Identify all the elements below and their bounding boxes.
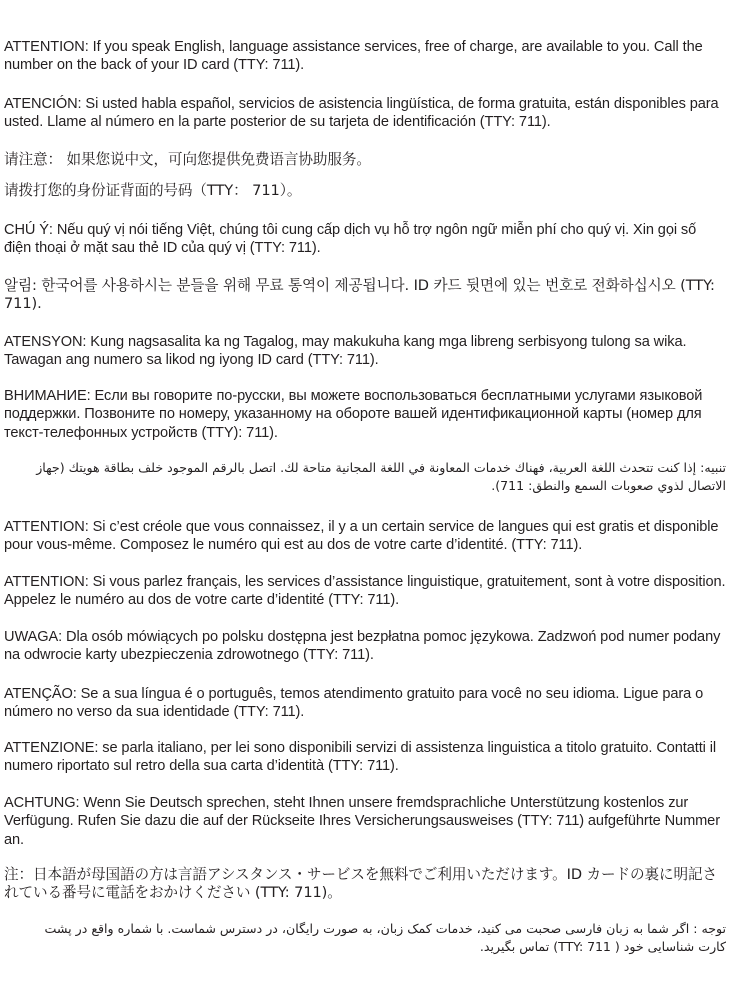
notice-portuguese: ATENÇÃO: Se a sua língua é o português, temos atendimento gratuito para você no seu idioma. Ligue para o número no verso da sua identidade (TTY: 711). bbox=[4, 685, 704, 721]
notice-polish: UWAGA: Dla osób mówiących po polsku dostępna jest bezpłatna pomoc językowa. Zadzwoń pod numer podany na odwrocie karty ubezpieczenia zdrowotnego (TTY: 711). bbox=[4, 628, 721, 664]
notice-french: ATTENTION: Si vous parlez français, les services d’assistance linguistique, gratuitement, sont à votre disposition. Appelez le numéro au dos de votre carte d’identité (TTY: 711). bbox=[4, 573, 726, 609]
notice-russian: ВНИМАНИЕ: Если вы говорите по-русски, вы можете воспользоваться бесплатными услугами языковой поддержки. Позвоните по номеру, указанному на обороте вашей идентификационной карты (номер для текст-телефонных устройств (TTY): 711). bbox=[4, 387, 703, 441]
notice-arabic: تنبيه: إذا كنت تتحدث اللغة العربية، فهناك خدمات المعاونة في اللغة المجانية متاحة لك. اتصل بالرقم الموجود خلف بطاقة هويتك (جهاز الاتصال لذوي صعوبات السمع والنطق: 711). bbox=[36, 459, 726, 494]
notice-italian: ATTENZIONE: se parla italiano, per lei sono disponibili servizi di assistenza linguistica a titolo gratuito. Contatti il numero riportato sul retro della sua carta d’identità (TTY: 711). bbox=[4, 739, 717, 775]
notice-english: ATTENTION: If you speak English, language assistance services, free of charge, are available to you. Call the number on the back of your ID card (TTY: 711). bbox=[4, 38, 703, 74]
notice-spanish: ATENCIÓN: Si usted habla español, servicios de asistencia lingüística, de forma gratuita, están disponibles para usted. Llame al número en la parte posterior de su tarjeta de identificación (TTY: 711). bbox=[4, 95, 719, 131]
notice-german: ACHTUNG: Wenn Sie Deutsch sprechen, steht Ihnen unsere fremdsprachliche Unterstützung kostenlos zur Verfügung. Rufen Sie dazu die auf der Rückseite Ihres Versicherungsausweises (TTY: 711) aufgeführte Nummer an. bbox=[4, 794, 720, 848]
notice-korean: 알림: 한국어를 사용하시는 분들을 위해 무료 통역이 제공됩니다. ID 카드 뒷면에 있는 번호로 전화하십시오 (TTY: 711). bbox=[4, 276, 715, 313]
notice-chinese-line-1: 请注意： 如果您说中文，可向您提供免费语言协助服务。 bbox=[4, 150, 371, 168]
notice-tagalog: ATENSYON: Kung nagsasalita ka ng Tagalog, may makukuha kang mga libreng serbisyong tulong sa wika. Tawagan ang numero sa likod ng iyong ID card (TTY: 711). bbox=[4, 333, 687, 369]
notice-vietnamese: CHÚ Ý: Nếu quý vị nói tiếng Việt, chúng tôi cung cấp dịch vụ hỗ trợ ngôn ngữ miễn phí cho quý vị. Xin gọi số điện thoại ở mặt sau thẻ ID của quý vị (TTY: 711). bbox=[4, 221, 697, 257]
notice-chinese-line-2: 请拨打您的身份证背面的号码（TTY： 711）。 bbox=[4, 181, 302, 199]
notice-japanese: 注：日本語が母国語の方は言語アシスタンス・サービスを無料でご利用いただけます。ID カードの裏に明記されている番号に電話をおかけください (TTY: 711)。 bbox=[4, 865, 717, 902]
notice-farsi: توجه : اگر شما به زبان فارسی صحبت می کنید، خدمات کمک زبان، به صورت رایگان، در دسترس شماست. با شماره واقع در پشت کارت شناسایی خود ( TTY: 711) تماس بگیرید. bbox=[44, 920, 726, 955]
notice-haitian-creole: ATTENTION: Si c’est créole que vous connaissez, il y a un certain service de langues qui est gratis et disponible pour vous-même. Composez le numéro qui est au dos de votre carte d’identité. (TTY: 711). bbox=[4, 518, 719, 554]
